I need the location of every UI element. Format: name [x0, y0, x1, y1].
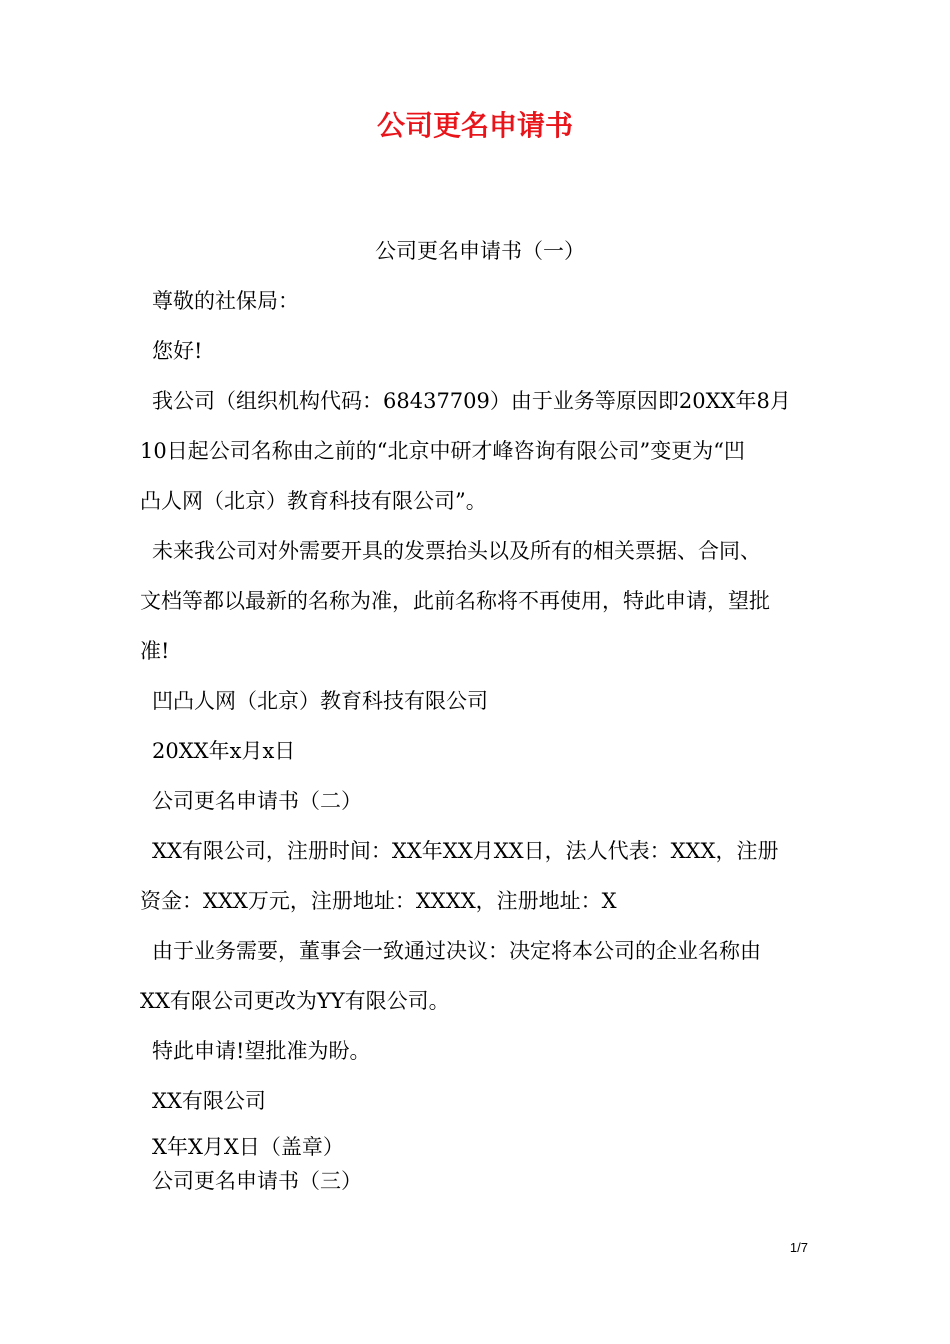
signature-date: X年X月X日（盖章） — [152, 1135, 344, 1159]
signature-date: 20XX年x月x日 — [152, 739, 296, 763]
paragraph-line: 资金：XXX万元，注册地址：XXXX，注册地址：X — [140, 889, 617, 913]
page-number: 1/7 — [789, 1240, 808, 1255]
section-heading-2: 公司更名申请书（二） — [152, 789, 362, 813]
section-heading-3: 公司更名申请书（三） — [152, 1169, 362, 1193]
signature-company: 凹凸人网（北京）教育科技有限公司 — [152, 689, 488, 713]
section-heading-1: 公司更名申请书（一） — [375, 239, 585, 263]
salutation: 尊敬的社保局： — [152, 289, 299, 313]
paragraph-line: 特此申请!望批准为盼。 — [152, 1039, 371, 1063]
paragraph-line: 10日起公司名称由之前的“北京中研才峰咨询有限公司”变更为“凹 — [140, 439, 745, 463]
paragraph-line: XX有限公司，注册时间：XX年XX月XX日，法人代表：XXX，注册 — [152, 839, 779, 863]
paragraph-line: 由于业务需要，董事会一致通过决议：决定将本公司的企业名称由 — [152, 939, 761, 963]
paragraph-line: 准! — [140, 639, 170, 663]
paragraph-line: 未来我公司对外需要开具的发票抬头以及所有的相关票据、合同、 — [152, 539, 761, 563]
greeting: 您好! — [152, 339, 203, 363]
paragraph-line: XX有限公司更改为YY有限公司。 — [140, 989, 450, 1013]
paragraph-line: 文档等都以最新的名称为准，此前名称将不再使用，特此申请，望批 — [140, 589, 770, 613]
signature-company: XX有限公司 — [152, 1089, 266, 1113]
paragraph-line: 凸人网（北京）教育科技有限公司”。 — [140, 489, 487, 513]
paragraph-line: 我公司（组织机构代码：68437709）由于业务等原因即20XX年8月 — [152, 389, 791, 413]
document-title: 公司更名申请书 — [376, 109, 573, 142]
